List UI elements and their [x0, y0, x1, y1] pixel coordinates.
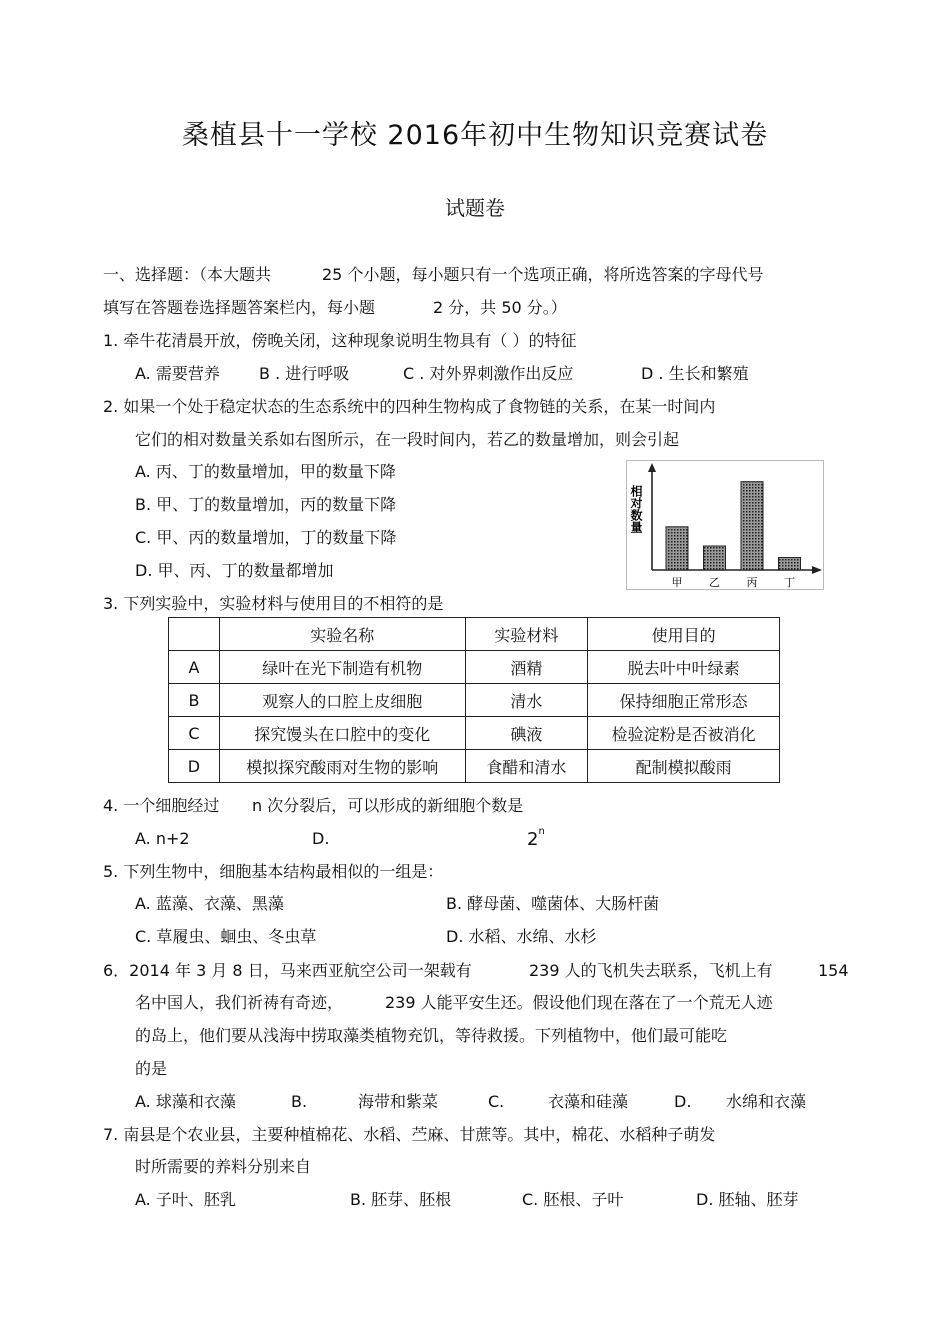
q2-option-c: C. 甲、丙的数量增加，丁的数量下降 [135, 528, 397, 547]
q1-option-d: D . 生长和繁殖 [641, 364, 749, 383]
table-cell: 观察人的口腔上皮细胞 [219, 684, 465, 717]
table-cell: 模拟探究酸雨对生物的影响 [219, 750, 465, 783]
population-bar-chart [626, 460, 824, 590]
table-header-cell: 使用目的 [588, 618, 780, 651]
q6-option-d-text: 水绵和衣藻 [726, 1092, 807, 1111]
q6-option-c-letter: C. [488, 1092, 505, 1111]
q5-option-b: B. 酵母菌、噬菌体、大肠杆菌 [446, 894, 660, 913]
x-tick-label: 乙 [709, 576, 720, 589]
q7-stem-2: 时所需要的养料分别来自 [135, 1157, 312, 1176]
q6-line-1a: 6．2014 年 3 月 8 日，马来西亚航空公司一架载有 [103, 961, 472, 980]
x-tick-label: 丁 [784, 576, 795, 589]
q6-option-b-letter: B. [291, 1092, 308, 1111]
x-tick-label: 甲 [671, 576, 683, 589]
q5-option-c: C. 草履虫、蛔虫、冬虫草 [135, 927, 317, 946]
section-intro-1b: 25 个小题，每小题只有一个选项正确，将所选答案的字母代号 [322, 265, 764, 284]
q4-option-a: A. n+2 [135, 829, 190, 848]
table-header-cell: 实验材料 [465, 618, 588, 651]
q7-option-a: A. 子叶、胚乳 [135, 1190, 236, 1209]
q2-option-b: B. 甲、丁的数量增加，丙的数量下降 [135, 495, 397, 514]
q7-option-c: C. 胚根、子叶 [522, 1190, 624, 1209]
q4-stem-b: n 次分裂后，可以形成的新细胞个数是 [252, 796, 524, 815]
q6-option-c-text: 衣藻和硅藻 [548, 1092, 629, 1111]
table-cell: 配制模拟酸雨 [588, 750, 780, 783]
q2-option-a: A. 丙、丁的数量增加，甲的数量下降 [135, 462, 396, 481]
table-row [169, 651, 780, 684]
page-title: 桑植县十一学校 2016年初中生物知识竞赛试卷 [181, 120, 769, 151]
q2-stem-1: 2. 如果一个处于稳定状态的生态系统中的四种生物构成了食物链的关系，在某一时间内 [103, 397, 716, 416]
q6-line-4: 的是 [135, 1059, 168, 1078]
table-cell: 酒精 [465, 651, 588, 684]
table-cell: 碘液 [465, 717, 588, 750]
q6-option-a: A. 球藻和衣藻 [135, 1092, 236, 1111]
table-cell: C [169, 717, 220, 750]
page-subtitle: 试题卷 [445, 196, 505, 220]
q7-stem-1: 7. 南县是个农业县，主要种植棉花、水稻、苎麻、甘蔗等。其中，棉花、水稻种子萌发 [103, 1125, 716, 1144]
table-cell: 清水 [465, 684, 588, 717]
q1-stem: 1. 牵牛花清晨开放，傍晚关闭，这种现象说明生物具有（ ）的特征 [103, 331, 577, 350]
table-cell: A [169, 651, 220, 684]
q1-option-a: A. 需要营养 [135, 364, 220, 383]
q4-answer-power [527, 826, 545, 850]
q6-line-3: 的岛上，他们要从浅海中捞取藻类植物充饥，等待救援。下列植物中，他们最可能吃 [135, 1026, 728, 1045]
table-row [169, 750, 780, 783]
q2-stem-2: 它们的相对数量关系如右图所示，在一段时间内，若乙的数量增加，则会引起 [135, 430, 680, 449]
table-cell: 探究馒头在口腔中的变化 [219, 717, 465, 750]
table-row [169, 717, 780, 750]
bar-1 [704, 546, 726, 570]
table-cell: 脱去叶中叶绿素 [588, 651, 780, 684]
table-cell: 食醋和清水 [465, 750, 588, 783]
table-cell: 检验淀粉是否被消化 [588, 717, 780, 750]
y-axis-arrow [648, 463, 656, 472]
q5-option-a: A. 蓝藻、衣藻、黑藻 [135, 894, 284, 913]
section-intro-2a: 填写在答题卷选择题答案栏内，每小题 [103, 298, 376, 317]
x-tick-label: 丙 [746, 576, 758, 589]
q6-line-2b: 239 人能平安生还。假设他们现在落在了一个荒无人迹 [385, 993, 773, 1012]
q1-option-c: C . 对外界刺激作出反应 [403, 364, 574, 383]
experiment-table [168, 617, 780, 783]
bar-0 [666, 527, 688, 570]
table-cell: B [169, 684, 220, 717]
section-intro-1a: 一、选择题：（本大题共 [103, 265, 272, 284]
q6-line-1b: 239 人的飞机失去联系，飞机上有 [529, 961, 773, 980]
table-cell: D [169, 750, 220, 783]
table-row [169, 684, 780, 717]
q7-option-d: D. 胚轴、胚芽 [696, 1190, 799, 1209]
section-intro-2b: 2 分，共 50 分。） [433, 298, 567, 317]
q7-option-b: B. 胚芽、胚根 [350, 1190, 452, 1209]
q2-option-d: D. 甲、丙、丁的数量都增加 [135, 561, 334, 580]
q1-option-b: B . 进行呼吸 [259, 364, 350, 383]
q3-stem: 3. 下列实验中，实验材料与使用目的不相符的是 [103, 594, 444, 613]
q6-line-2a: 名中国人，我们祈祷有奇迹， [135, 993, 344, 1012]
table-header-cell: 实验名称 [219, 618, 465, 651]
q4-answer-base: 2 [527, 829, 539, 850]
q5-stem: 5. 下列生物中，细胞基本结构最相似的一组是： [103, 862, 444, 881]
q6-line-1c: 154 [818, 961, 849, 980]
y-axis-label: 相对数量 [629, 485, 643, 533]
table-header-row [169, 618, 780, 651]
q6-option-d-letter: D. [674, 1092, 692, 1111]
x-axis-arrow [812, 566, 822, 574]
bar-2 [741, 482, 763, 570]
q4-answer-exponent: n [538, 826, 545, 837]
q5-option-d: D. 水稻、水绵、水杉 [446, 927, 597, 946]
table-cell: 保持细胞正常形态 [588, 684, 780, 717]
q4-stem-a: 4. 一个细胞经过 [103, 796, 220, 815]
table-cell: 绿叶在光下制造有机物 [219, 651, 465, 684]
table-header-cell [169, 618, 220, 651]
q4-option-d: D. [312, 829, 330, 848]
q6-option-b-text: 海带和紫菜 [358, 1092, 439, 1111]
bar-3 [779, 558, 801, 570]
